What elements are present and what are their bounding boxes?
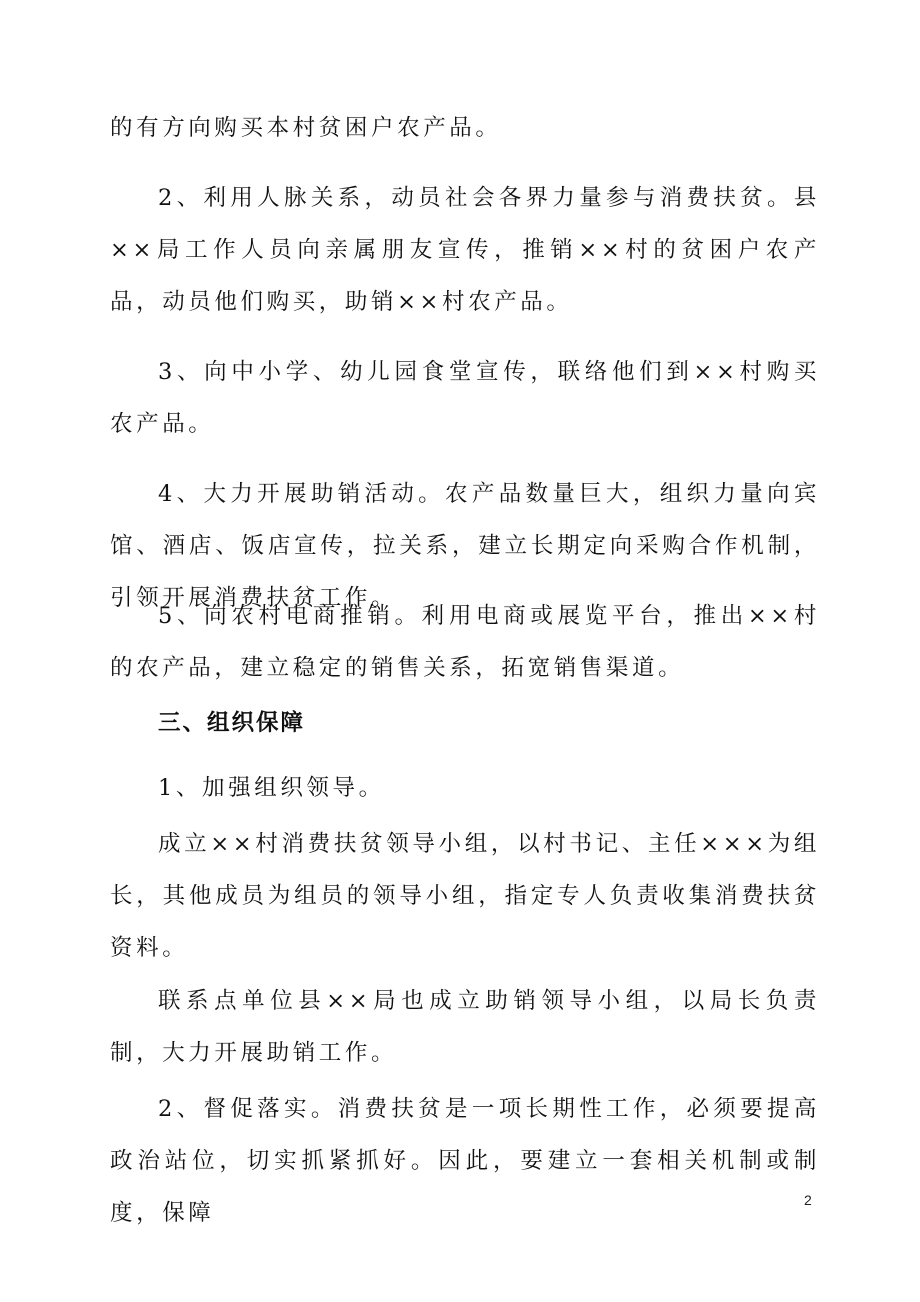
paragraph-continuation: 的有方向购买本村贫困户农产品。	[110, 115, 502, 141]
paragraph-item-4: 4、大力开展助销活动。农产品数量巨大，组织力量向宾馆、酒店、饭店宣传，拉关系，建立长期定向采购合作机制，引领开展消费扶贫工作。	[110, 481, 820, 611]
subheading-leadership: 1、加强组织领导。	[158, 775, 385, 801]
paragraph-leadership-group: 成立××村消费扶贫领导小组，以村书记、主任×××为组长，其他成员为组员的领导小组，指定专人负责收集消费扶贫资料。	[110, 831, 820, 961]
section-heading-organization: 三、组织保障	[158, 710, 306, 736]
paragraph-supervision: 2、督促落实。消费扶贫是一项长期性工作，必须要提高政治站位，切实抓紧抓好。因此，要建立一套相关机制或制度，保障	[110, 1096, 820, 1226]
paragraph-item-3: 3、向中小学、幼儿园食堂宣传，联络他们到××村购买农产品。	[110, 359, 820, 437]
paragraph-item-2: 2、利用人脉关系，动员社会各界力量参与消费扶贫。县××局工作人员向亲属朋友宣传，推销××村的贫困户农产品，动员他们购买，助销××村农产品。	[110, 185, 820, 315]
paragraph-item-5: 5、向农村电商推销。利用电商或展览平台，推出××村的农产品，建立稳定的销售关系，拓宽销售渠道。	[110, 603, 820, 681]
paragraph-contact-unit: 联系点单位县××局也成立助销领导小组，以局长负责制，大力开展助销工作。	[110, 988, 820, 1066]
page-number: 2	[804, 1192, 812, 1208]
